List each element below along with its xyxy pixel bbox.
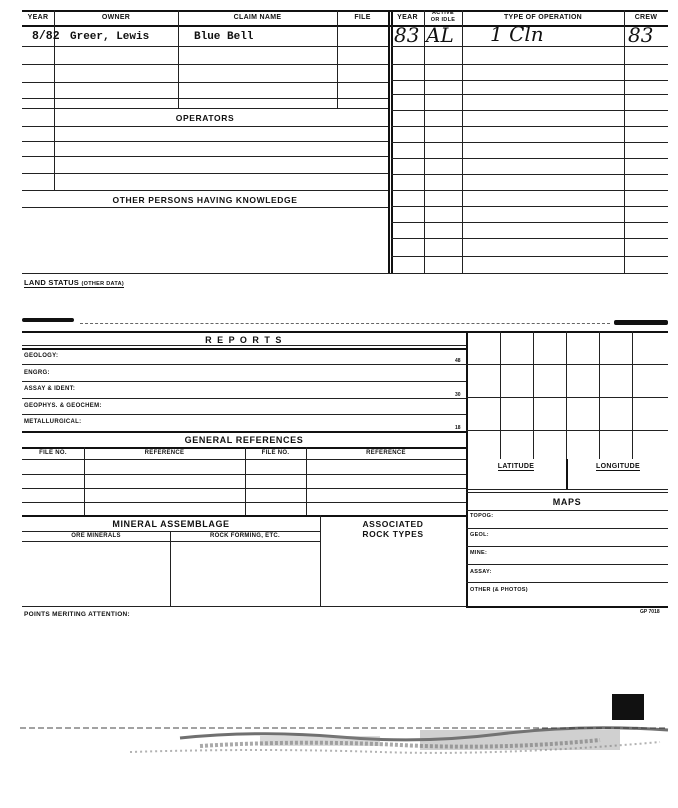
general-references-title: GENERAL REFERENCES — [184, 435, 304, 445]
row1-owner: Greer, Lewis — [70, 31, 150, 43]
report-geophys: GEOPHYS. & GEOCHEM: — [24, 403, 102, 409]
report-metallurgical-num: 18 — [455, 425, 461, 431]
scan-black-square — [612, 694, 644, 720]
scan-mark-right — [614, 320, 668, 325]
claim-name-header: CLAIM NAME — [233, 14, 282, 21]
longitude-label: LONGITUDE — [596, 463, 640, 470]
type-of-operation-header: TYPE OF OPERATION — [503, 14, 583, 21]
map-geol: GEOL: — [470, 532, 489, 538]
ref-header-reference-1: REFERENCE — [144, 450, 185, 456]
row1-year2-handwritten: 83 — [394, 23, 420, 47]
file-header: FILE — [354, 14, 371, 21]
associated-rock-types: ASSOCIATED ROCK TYPES — [362, 519, 424, 539]
reports-title: R E P O R T S — [205, 335, 283, 345]
row1-crew-handwritten: 83 — [628, 23, 654, 47]
active-idle-header: ACTIVE OR IDLE — [430, 10, 456, 23]
form-code: GP 7018 — [640, 609, 660, 615]
mineral-assemblage-title: MINERAL ASSEMBLAGE — [112, 519, 230, 529]
row1-year: 8/82 — [32, 30, 60, 43]
owner-header: OWNER — [101, 14, 131, 21]
land-status-label: LAND STATUS (OTHER DATA) — [24, 278, 124, 287]
maps-title: MAPS — [552, 497, 582, 507]
map-topog: TOPOG: — [470, 513, 494, 519]
row1-active-idle-handwritten: AL — [426, 23, 454, 47]
row1-operation-handwritten: 1 Cln — [490, 22, 544, 46]
report-engrg: ENGRG: — [24, 370, 50, 376]
ref-header-reference-2: REFERENCE — [366, 450, 406, 456]
map-assay: ASSAY: — [470, 569, 492, 575]
points-meriting-attention: POINTS MERITING ATTENTION: — [24, 611, 131, 618]
year-header: YEAR — [27, 14, 49, 21]
scan-noise-bottom — [0, 690, 678, 780]
crew-header: CREW — [634, 14, 658, 21]
ore-minerals-header: ORE MINERALS — [71, 533, 121, 539]
ref-header-file-no-2: FILE NO. — [261, 450, 290, 456]
report-assay: ASSAY & IDENT: — [24, 386, 76, 392]
operators-label: OPERATORS — [175, 113, 235, 123]
year2-header: YEAR — [397, 14, 418, 21]
map-mine: MINE: — [470, 550, 488, 556]
ref-header-file-no-1: FILE NO. — [39, 450, 67, 456]
rock-forming-header: ROCK FORMING, ETC. — [209, 533, 281, 539]
report-geology: GEOLOGY: — [24, 353, 59, 359]
other-persons-label: OTHER PERSONS HAVING KNOWLEDGE — [112, 195, 298, 205]
row1-claim-name: Blue Bell — [194, 31, 254, 43]
map-other: OTHER (& PHOTOS) — [470, 587, 528, 593]
scan-mark-left — [22, 318, 74, 322]
report-assay-num: 30 — [455, 392, 461, 398]
report-metallurgical: METALLURGICAL: — [24, 419, 82, 425]
latitude-label: LATITUDE — [497, 463, 535, 470]
report-geology-num: 48 — [455, 358, 461, 364]
